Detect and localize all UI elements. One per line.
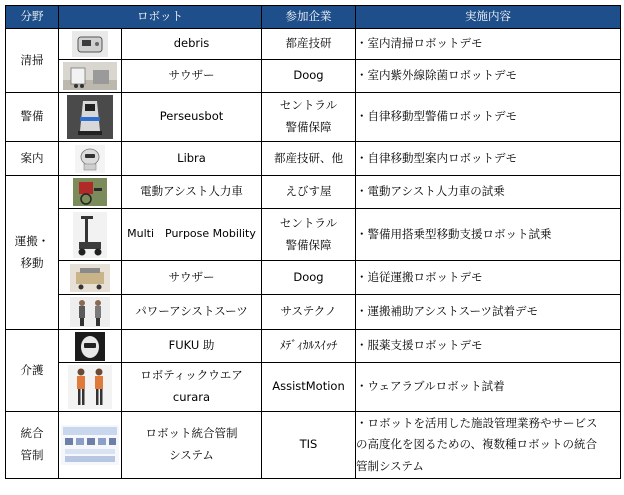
- category-label: 介護: [20, 362, 44, 377]
- robot-photo: [59, 295, 122, 330]
- table-row: [6, 330, 621, 363]
- company-name: セントラル 警備保障: [262, 209, 356, 261]
- header-content: 実施内容: [356, 6, 621, 29]
- company-name: サステクノ: [262, 295, 356, 330]
- guide-robot-image: [75, 145, 105, 173]
- company-name: えびす屋: [262, 176, 356, 209]
- table-row: [6, 29, 621, 60]
- demo-description: ・ウェアラブルロボット試着: [356, 363, 621, 412]
- wearable-robot-image: [68, 365, 112, 409]
- category-label: 警備: [20, 109, 44, 124]
- robot-name: Multi Purpose Mobility: [122, 209, 262, 261]
- robot-name: FUKU 助: [122, 330, 262, 363]
- category-cell: [6, 142, 59, 176]
- robot-photo: [59, 176, 122, 209]
- demo-description: ・警備用搭乗型移動支援ロボット試乗: [356, 209, 621, 261]
- robot-photo: [59, 412, 122, 479]
- demo-description: ・ロボットを活用した施設管理業務やサービス の高度化を図るための、複数種ロボットの統合 管制システム: [356, 412, 621, 479]
- robot-photo: [59, 209, 122, 261]
- company-name: 都産技研: [262, 29, 356, 60]
- medication-robot-image: [75, 332, 105, 361]
- table-row: [6, 209, 621, 261]
- demo-description: ・室内紫外線除菌ロボットデモ: [356, 60, 621, 93]
- robot-name: サウザー: [122, 60, 262, 93]
- category-cell: [6, 93, 59, 142]
- company-name: 都産技研、他: [262, 142, 356, 176]
- robot-name: ロボティックウエア curara: [122, 363, 262, 412]
- robot-photo: [59, 330, 122, 363]
- robot-photo: [59, 261, 122, 295]
- table-row: [6, 412, 621, 479]
- company-name: Doog: [262, 60, 356, 93]
- company-name: ﾒﾃﾞｨｶﾙｽｲｯﾁ: [262, 330, 356, 363]
- category-cell: [6, 29, 59, 93]
- header-robot: ロボット: [59, 6, 262, 29]
- table-row: [6, 60, 621, 93]
- company-name: セントラル 警備保障: [262, 93, 356, 142]
- table-row: [6, 295, 621, 330]
- robot-name: サウザー: [122, 261, 262, 295]
- category-label: 清掃: [20, 52, 44, 67]
- security-robot-image: [67, 95, 113, 139]
- robot-name: 電動アシスト人力車: [122, 176, 262, 209]
- demo-description: ・自律移動型案内ロボットデモ: [356, 142, 621, 176]
- company-name: AssistMotion: [262, 363, 356, 412]
- category-label: 運搬・: [14, 233, 50, 248]
- company-name: Doog: [262, 261, 356, 295]
- assist-suit-image: [70, 297, 110, 327]
- category-label: 統合: [20, 426, 44, 441]
- header-row: [6, 6, 621, 29]
- header-category: 分野: [6, 6, 59, 29]
- table-row: [6, 261, 621, 295]
- cleaning-robot-image: [72, 31, 108, 57]
- demo-description: ・追従運搬ロボットデモ: [356, 261, 621, 295]
- robot-name: ロボット統合管制 システム: [122, 412, 262, 479]
- company-name: TIS: [262, 412, 356, 479]
- robot-photo: [59, 29, 122, 60]
- robot-name: debris: [122, 29, 262, 60]
- category-label: 管制: [20, 448, 44, 462]
- mobility-robot-image: [73, 212, 107, 258]
- demo-description: ・服薬支援ロボットデモ: [356, 330, 621, 363]
- demo-description: ・室内清掃ロボットデモ: [356, 29, 621, 60]
- robot-photo: [59, 363, 122, 412]
- header-company: 参加企業: [262, 6, 356, 29]
- category-label: 移動: [20, 255, 44, 270]
- robot-photo: [59, 93, 122, 142]
- demo-description: ・電動アシスト人力車の試乗: [356, 176, 621, 209]
- robot-photo: [59, 60, 122, 93]
- category-label: 案内: [20, 150, 44, 165]
- demo-description: ・運搬補助アシストスーツ試着デモ: [356, 295, 621, 330]
- category-cell: [6, 330, 59, 412]
- robot-photo: [59, 142, 122, 176]
- robot-name: パワーアシストスーツ: [122, 295, 262, 330]
- control-system-diagram-image: [61, 425, 119, 465]
- category-cell: [6, 176, 59, 330]
- robot-name: Libra: [122, 142, 262, 176]
- robot-name: Perseusbot: [122, 93, 262, 142]
- table-row: [6, 142, 621, 176]
- robot-demo-table: [5, 5, 621, 479]
- carrier-robot-image: [70, 264, 110, 292]
- category-cell: [6, 412, 59, 479]
- table-row: [6, 363, 621, 412]
- table-row: [6, 93, 621, 142]
- demo-description: ・自律移動型警備ロボットデモ: [356, 93, 621, 142]
- uv-robot-image: [63, 62, 117, 90]
- rickshaw-image: [73, 178, 107, 206]
- table-row: [6, 176, 621, 209]
